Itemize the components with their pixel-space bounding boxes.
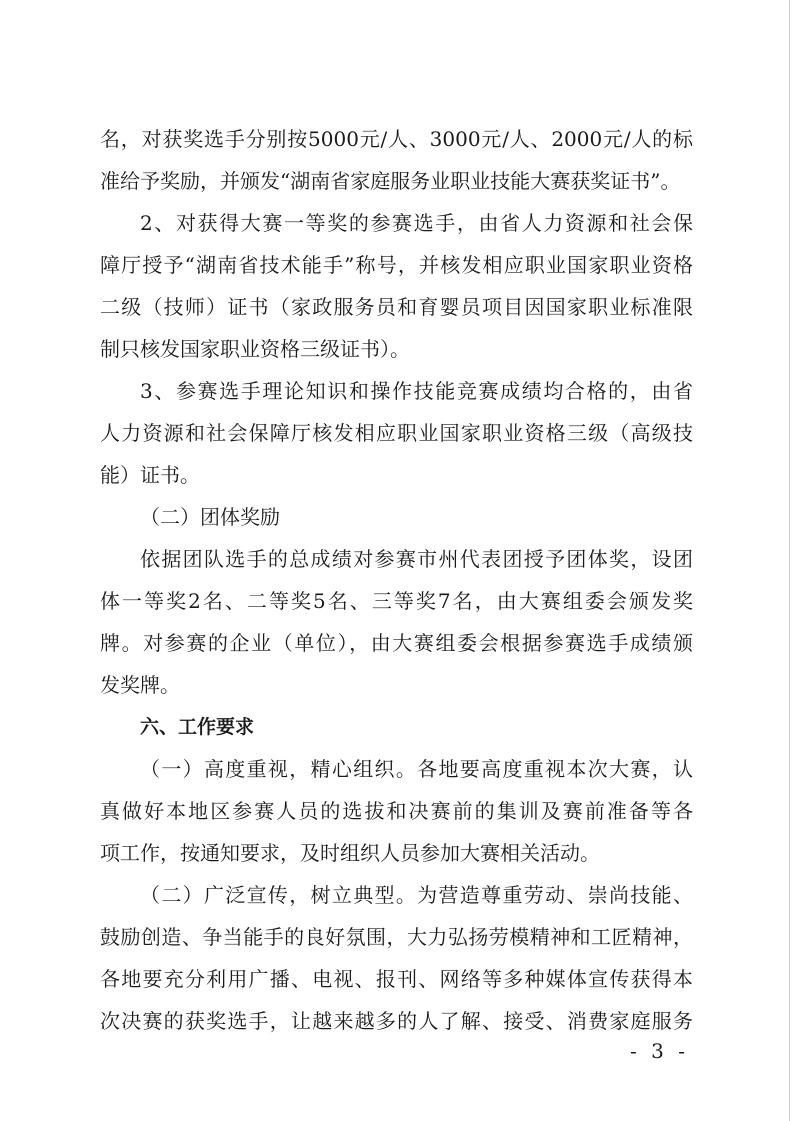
body-line: 2、对获得大赛一等奖的参赛选手，由省人力资源和社会保 [140, 211, 693, 235]
body-line: 真做好本地区参赛人员的选拔和决赛前的集训及赛前准备等各 [100, 799, 693, 823]
body-line: 制只核发国家职业资格三级证书）。 [100, 337, 410, 361]
body-line: 发奖牌。 [100, 673, 180, 697]
body-line: （一）高度重视，精心组织。各地要高度重视本次大赛，认 [140, 757, 693, 781]
body-line: 3、参赛选手理论知识和操作技能竞赛成绩均合格的，由省 [140, 379, 693, 403]
body-line: 人力资源和社会保障厅核发相应职业国家职业资格三级（高级技 [100, 421, 693, 445]
body-line: 次决赛的获奖选手，让越来越多的人了解、接受、消费家庭服务 [100, 1009, 693, 1033]
body-line: 牌。对参赛的企业（单位），由大赛组委会根据参赛选手成绩颁 [100, 631, 693, 655]
body-line: 体一等奖2名、二等奖5名、三等奖7名，由大赛组委会颁发奖 [100, 589, 693, 613]
body-line: 依据团队选手的总成绩对参赛市州代表团授予团体奖，设团 [140, 547, 693, 571]
body-line: 二级（技师）证书（家政服务员和育婴员项目因国家职业标准限 [100, 295, 693, 319]
body-line: 障厅授予“湖南省技术能手”称号，并核发相应职业国家职业资格 [100, 253, 693, 277]
scan-edge-line [789, 0, 790, 1121]
page-number: - 3 - [630, 1039, 689, 1063]
body-line: （二）广泛宣传，树立典型。为营造尊重劳动、崇尚技能、 [140, 883, 693, 907]
body-line: 准给予奖励，并颁发“湖南省家庭服务业职业技能大赛获奖证书”。 [100, 169, 681, 193]
body-line: 能）证书。 [100, 463, 200, 487]
body-line: 名，对获奖选手分别按5000元/人、3000元/人、2000元/人的标 [100, 127, 693, 151]
section-heading: 六、工作要求 [140, 716, 255, 738]
document-body [100, 118, 693, 1042]
body-line: 项工作，按通知要求，及时组织人员参加大赛相关活动。 [100, 841, 600, 865]
section-subheading: （二）团体奖励 [140, 505, 280, 529]
body-line: 鼓励创造、争当能手的良好氛围，大力弘扬劳模精神和工匠精神， [100, 925, 693, 949]
body-line: 各地要充分利用广播、电视、报刊、网络等多种媒体宣传获得本 [100, 967, 693, 991]
